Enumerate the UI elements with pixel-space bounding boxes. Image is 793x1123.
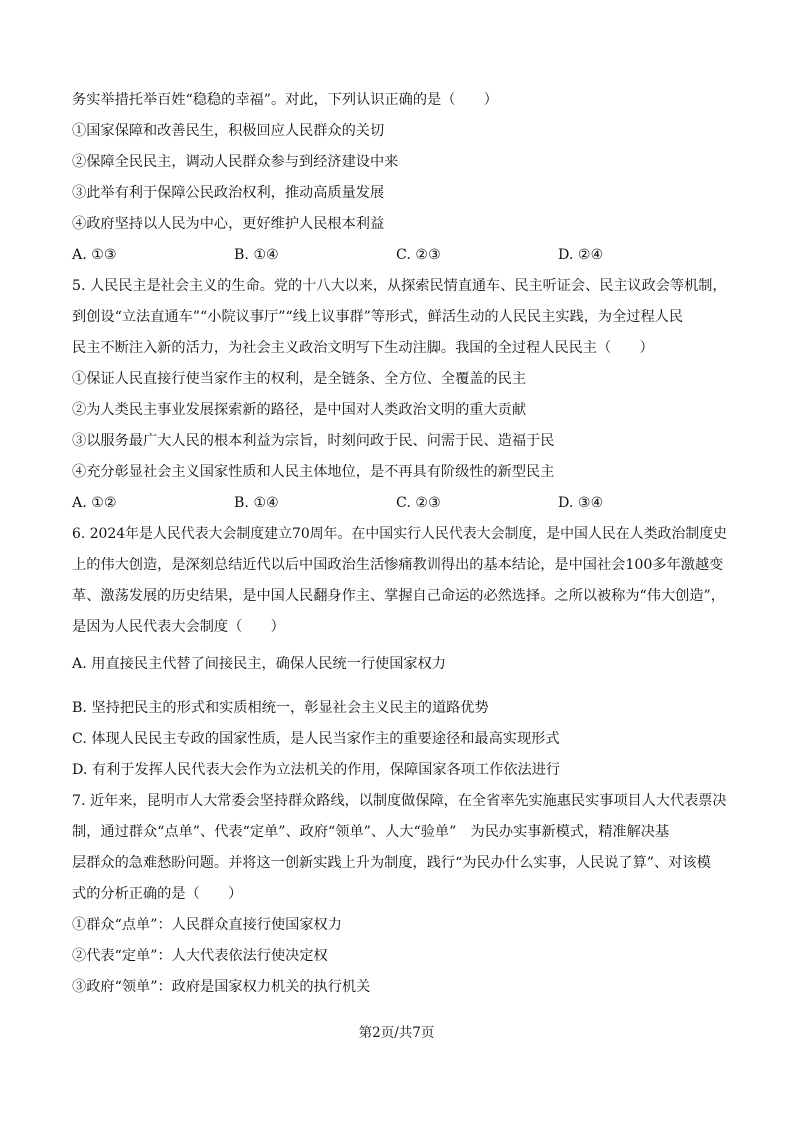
question-4-options (72, 245, 727, 265)
question-4-option-d: D. ②④ (558, 247, 604, 263)
question-7-stem-line-2: 制，通过群众“点单”、代表“定单”、政府“领单”、人大“验单” 为民办实事新模式，精准解决基 (72, 824, 670, 840)
question-6-option-a: A. 用直接民主代替了间接民主，确保人民统一行使国家权力 (72, 656, 446, 672)
question-7-statement-1: ①群众“点单”：人民群众直接行使国家权力 (72, 917, 342, 933)
question-6-stem-line-1: 6. 2024年是人民代表大会制度建立70周年。在中国实行人民代表大会制度，是中国人民在人类政治制度史 (72, 526, 728, 542)
question-7-stem-line-4: 式的分析正确的是（ ） (72, 886, 243, 902)
question-5-option-a: A. ①② (72, 495, 117, 511)
question-7-stem-line-3: 层群众的急难愁盼问题。并将这一创新实践上升为制度，践行“为民办什么实事，人民说了算”、对该模 (72, 855, 711, 871)
page-footer: 第2页/共7页 (358, 1025, 435, 1041)
question-5-statement-2: ②为人类民主事业发展探索新的路径，是中国对人类政治文明的重大贡献 (72, 402, 527, 418)
question-5-statement-3: ③以服务最广大人民的根本利益为宗旨，时刻问政于民、问需于民、造福于民 (72, 433, 555, 449)
question-5-option-d: D. ③④ (558, 495, 604, 511)
question-4-option-c: C. ②③ (396, 247, 441, 263)
question-4-statement-4: ④政府坚持以人民为中心，更好维护人民根本利益 (72, 216, 385, 232)
question-4-stem: 务实举措托举百姓“稳稳的幸福”。对此，下列认识正确的是（ ） (72, 92, 498, 108)
question-5-statement-1: ①保证人民直接行使当家作主的权利，是全链条、全方位、全覆盖的民主 (72, 371, 527, 387)
question-7-statement-3: ③政府“领单”：政府是国家权力机关的执行机关 (72, 979, 371, 995)
question-6-option-d: D. 有利于发挥人民代表大会作为立法机关的作用，保障国家各项工作依法进行 (72, 762, 561, 778)
question-5-option-c: C. ②③ (396, 495, 441, 511)
question-6-stem-line-3: 革、激荡发展的历史结果，是中国人民翻身作主、掌握自己命运的必然选择。之所以被称为“伟大创造”， (72, 588, 725, 604)
question-6-stem-line-2: 上的伟大创造，是深刻总结近代以后中国政治生活惨痛教训得出的基本结论，是中国社会100多年激越变 (72, 557, 724, 573)
question-5-options (72, 493, 727, 513)
question-4-option-a: A. ①③ (72, 247, 117, 263)
question-4-statement-1: ①国家保障和改善民生，积极回应人民群众的关切 (72, 123, 385, 139)
question-5-option-b: B. ①④ (234, 495, 279, 511)
question-5-statement-4: ④充分彰显社会主义国家性质和人民主体地位，是不再具有阶级性的新型民主 (72, 464, 555, 480)
question-6-option-c: C. 体现人民民主专政的国家性质，是人民当家作主的重要途径和最高实现形式 (72, 731, 560, 747)
question-7-stem-line-1: 7. 近年来，昆明市人大常委会坚持群众路线，以制度做保障，在全省率先实施惠民实事项目人大代表票决 (72, 793, 727, 809)
question-4-statement-2: ②保障全民民主，调动人民群众参与到经济建设中来 (72, 154, 399, 170)
question-6-stem-line-4: 是因为人民代表大会制度（ ） (72, 619, 285, 635)
question-6-option-b: B. 坚持把民主的形式和实质相统一，彰显社会主义民主的道路优势 (72, 700, 489, 716)
question-5-stem-line-2: 到创设“立法直通车”“小院议事厅”“线上议事群”等形式，鲜活生动的人民民主实践，为全过程人民 (72, 309, 684, 325)
question-7-statement-2: ②代表“定单”：人大代表依法行使决定权 (72, 948, 328, 964)
question-5-stem-line-1: 5. 人民民主是社会主义的生命。党的十八大以来，从探索民情直通车、民主听证会、民主议政会等机制， (72, 278, 727, 294)
question-5-stem-line-3: 民主不断注入新的活力，为社会主义政治文明写下生动注脚。我国的全过程人民民主（ ） (72, 340, 654, 356)
question-4-option-b: B. ①④ (234, 247, 279, 263)
question-4-statement-3: ③此举有利于保障公民政治权利，推动高质量发展 (72, 185, 385, 201)
